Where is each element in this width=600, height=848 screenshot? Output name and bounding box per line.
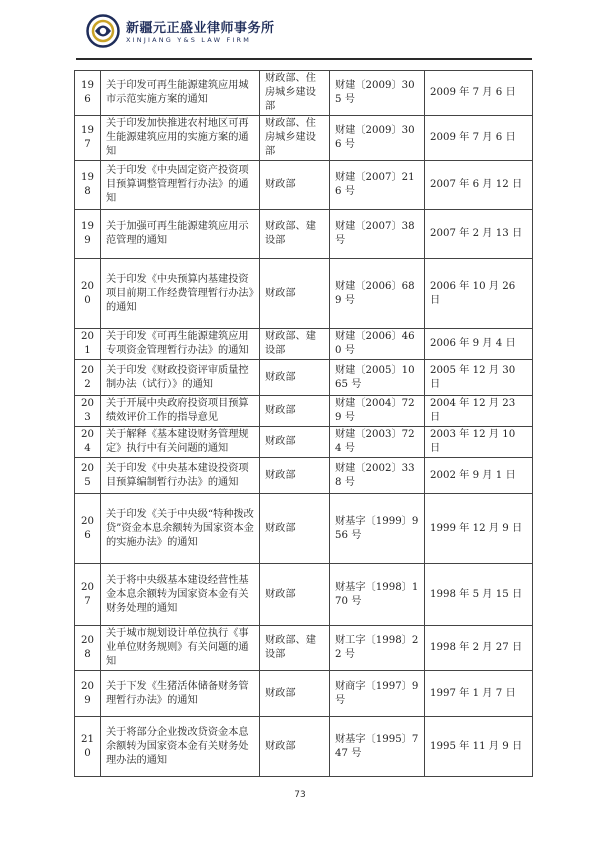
row-number: 210 [75, 717, 101, 777]
row-date: 2004 年 12 月 23 日 [425, 396, 533, 427]
row-document-number: 财基字〔1999〕956 号 [330, 494, 425, 564]
row-title: 关于印发《可再生能源建筑应用专项资金管理暂行办法》的通知 [101, 329, 260, 360]
row-department: 财政部 [260, 717, 330, 777]
row-department: 财政部、建设部 [260, 329, 330, 360]
row-number: 208 [75, 626, 101, 671]
row-title: 关于印发《中央基本建设投资项目预算编制暂行办法》的通知 [101, 458, 260, 494]
row-date: 1998 年 5 月 15 日 [425, 564, 533, 626]
row-title: 关于印发《中央固定资产投资项目预算调整管理暂行办法》的通知 [101, 161, 260, 210]
row-number: 205 [75, 458, 101, 494]
table-row [75, 161, 533, 210]
table-row [75, 458, 533, 494]
row-department: 财政部 [260, 259, 330, 329]
firm-name-en: XINJIANG Y&S LAW FIRM [126, 36, 252, 44]
row-date: 2007 年 2 月 13 日 [425, 210, 533, 259]
table-row [75, 116, 533, 161]
row-document-number: 财建〔2007〕216 号 [330, 161, 425, 210]
firm-logo-icon [86, 14, 120, 48]
row-title: 关于加强可再生能源建筑应用示范管理的通知 [101, 210, 260, 259]
row-number: 201 [75, 329, 101, 360]
row-number: 209 [75, 671, 101, 717]
row-department: 财政部、建设部 [260, 626, 330, 671]
row-date: 2009 年 7 月 6 日 [425, 71, 533, 116]
row-number: 199 [75, 210, 101, 259]
row-document-number: 财基字〔1998〕170 号 [330, 564, 425, 626]
row-department: 财政部 [260, 360, 330, 396]
row-document-number: 财工字〔1998〕22 号 [330, 626, 425, 671]
row-department: 财政部、住房城乡建设部 [260, 116, 330, 161]
regulations-table [74, 70, 533, 777]
row-title: 关于印发加快推进农村地区可再生能源建筑应用的实施方案的通知 [101, 116, 260, 161]
table-row [75, 494, 533, 564]
table-row [75, 564, 533, 626]
table-row [75, 626, 533, 671]
row-title: 关于将部分企业拨改贷资金本息余额转为国家资本金有关财务处理办法的通知 [101, 717, 260, 777]
table-row [75, 329, 533, 360]
row-date: 2006 年 10 月 26 日 [425, 259, 533, 329]
row-document-number: 财建〔2006〕460 号 [330, 329, 425, 360]
row-department: 财政部 [260, 564, 330, 626]
row-date: 2009 年 7 月 6 日 [425, 116, 533, 161]
row-document-number: 财建〔2003〕724 号 [330, 427, 425, 458]
table-row [75, 717, 533, 777]
table-row [75, 671, 533, 717]
row-department: 财政部 [260, 427, 330, 458]
table-row [75, 71, 533, 116]
row-title: 关于将中央级基本建设经营性基金本息余额转为国家资本金有关财务处理的通知 [101, 564, 260, 626]
row-department: 财政部 [260, 458, 330, 494]
row-department: 财政部 [260, 494, 330, 564]
row-title: 关于城市规划设计单位执行《事业单位财务规则》有关问题的通知 [101, 626, 260, 671]
row-document-number: 财基字〔1995〕747 号 [330, 717, 425, 777]
row-date: 2005 年 12 月 30 日 [425, 360, 533, 396]
row-document-number: 财建〔2007〕38 号 [330, 210, 425, 259]
row-title: 关于下发《生猪活体储备财务管理暂行办法》的通知 [101, 671, 260, 717]
row-department: 财政部、住房城乡建设部 [260, 71, 330, 116]
row-department: 财政部 [260, 671, 330, 717]
table-row [75, 396, 533, 427]
row-document-number: 财建〔2006〕689 号 [330, 259, 425, 329]
row-title: 关于印发《财政投资评审质量控制办法（试行）》的通知 [101, 360, 260, 396]
row-date: 2007 年 6 月 12 日 [425, 161, 533, 210]
row-number: 198 [75, 161, 101, 210]
page-header [86, 14, 306, 50]
row-department: 财政部、建设部 [260, 210, 330, 259]
row-date: 1999 年 12 月 9 日 [425, 494, 533, 564]
row-number: 197 [75, 116, 101, 161]
row-date: 2006 年 9 月 4 日 [425, 329, 533, 360]
row-date: 1998 年 2 月 27 日 [425, 626, 533, 671]
row-document-number: 财建〔2004〕729 号 [330, 396, 425, 427]
row-number: 202 [75, 360, 101, 396]
row-title: 关于解释《基本建设财务管理规定》执行中有关问题的通知 [101, 427, 260, 458]
row-title: 关于印发可再生能源建筑应用城市示范实施方案的通知 [101, 71, 260, 116]
table-row [75, 427, 533, 458]
row-document-number: 财建〔2009〕306 号 [330, 116, 425, 161]
firm-name-cn: 新疆元正盛业律师事务所 [126, 21, 275, 36]
row-title: 关于印发《关于中央级“特种拨改贷”资金本息余额转为国家资本金的实施办法》的通知 [101, 494, 260, 564]
row-number: 206 [75, 494, 101, 564]
row-number: 204 [75, 427, 101, 458]
row-document-number: 财建〔2005〕1065 号 [330, 360, 425, 396]
table-row [75, 360, 533, 396]
row-number: 207 [75, 564, 101, 626]
row-number: 203 [75, 396, 101, 427]
page-number: 73 [294, 790, 306, 800]
row-number: 200 [75, 259, 101, 329]
row-number: 196 [75, 71, 101, 116]
row-document-number: 财建〔2002〕338 号 [330, 458, 425, 494]
table-row [75, 259, 533, 329]
header-divider [76, 58, 532, 60]
row-title: 关于开展中央政府投资项目预算绩效评价工作的指导意见 [101, 396, 260, 427]
row-date: 1997 年 1 月 7 日 [425, 671, 533, 717]
row-date: 2002 年 9 月 1 日 [425, 458, 533, 494]
row-department: 财政部 [260, 396, 330, 427]
row-title: 关于印发《中央预算内基建投资项目前期工作经费管理暂行办法》的通知 [101, 259, 260, 329]
row-document-number: 财建〔2009〕305 号 [330, 71, 425, 116]
table-row [75, 210, 533, 259]
row-date: 2003 年 12 月 10 日 [425, 427, 533, 458]
row-document-number: 财商字〔1997〕9 号 [330, 671, 425, 717]
row-date: 1995 年 11 月 9 日 [425, 717, 533, 777]
row-department: 财政部 [260, 161, 330, 210]
